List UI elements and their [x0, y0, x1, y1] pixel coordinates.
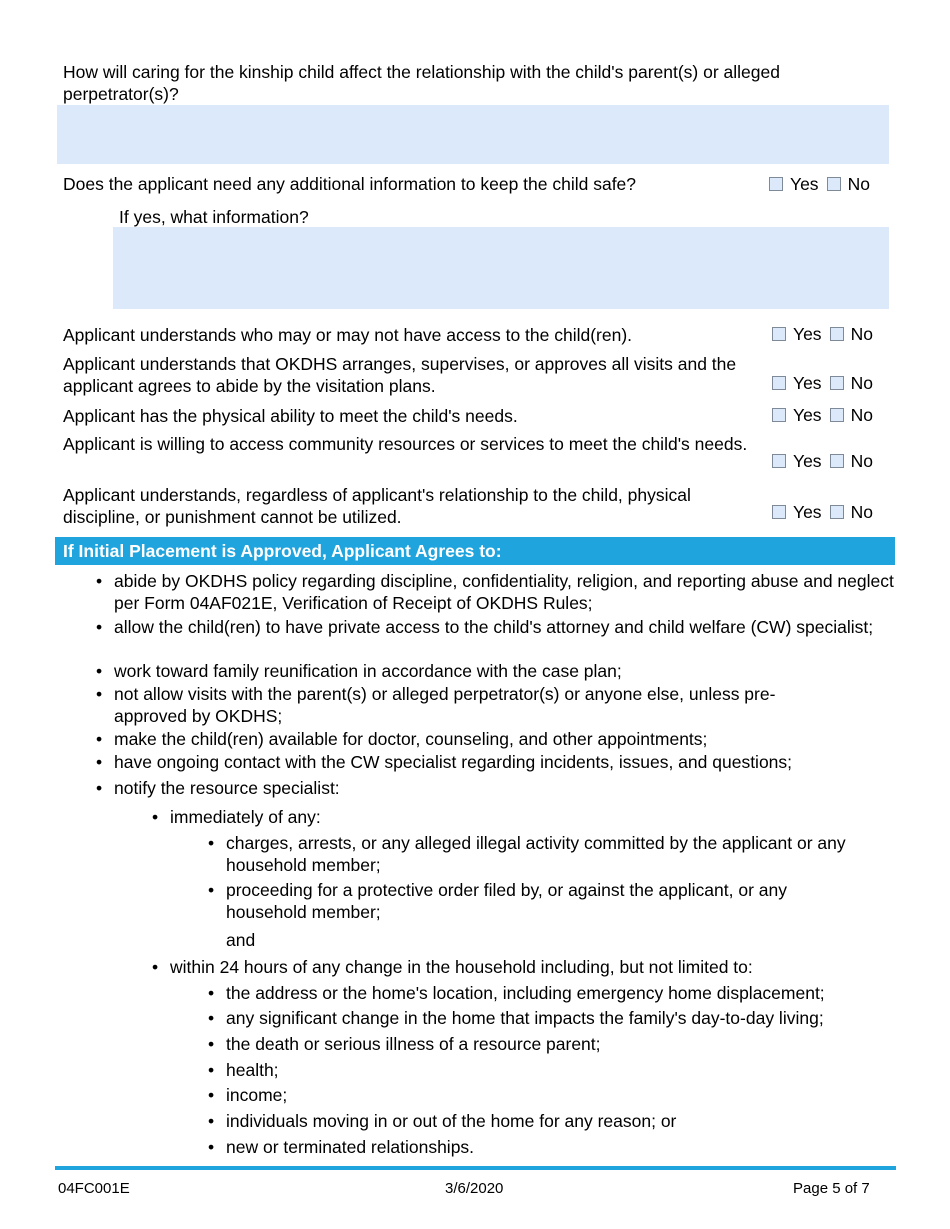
- agreement-item: • abide by OKDHS policy regarding discipline, confidentiality, religion, and reporting abuse and neglect per Form 04AF021E, Verification of Receipt of OKDHS Rules;: [96, 571, 894, 613]
- question-discipline: Applicant understands, regardless of applicant's relationship to the child, physical discipline, or punishment cannot be utilized.: [63, 485, 691, 527]
- section-header-bar: [55, 537, 895, 565]
- yes-label: Yes: [793, 405, 822, 425]
- physical-yes-checkbox[interactable]: [772, 408, 786, 422]
- discipline-yes-no: [772, 502, 873, 522]
- access-yes-checkbox[interactable]: [772, 327, 786, 341]
- visits-yes-checkbox[interactable]: [772, 376, 786, 390]
- relationship-answer-field[interactable]: [57, 105, 889, 164]
- within24-subitem: • income;: [208, 1085, 288, 1105]
- agreement-item: • work toward family reunification in accordance with the case plan;: [96, 661, 622, 681]
- notify-immediately-item: • immediately of any:: [152, 807, 321, 827]
- no-label: No: [850, 451, 873, 471]
- section-header-title: If Initial Placement is Approved, Applicant Agrees to:: [63, 541, 502, 561]
- within24-subitem: • the address or the home's location, including emergency home displacement;: [208, 983, 825, 1003]
- page-number: Page 5 of 7: [793, 1180, 870, 1197]
- access-no-checkbox[interactable]: [830, 327, 844, 341]
- within24-subitem: • new or terminated relationships.: [208, 1137, 475, 1157]
- additional-info-yes-checkbox[interactable]: [769, 177, 783, 191]
- yes-label: Yes: [793, 373, 822, 393]
- no-label: No: [850, 324, 873, 344]
- notify-within24-item: • within 24 hours of any change in the household including, but not limited to:: [152, 957, 753, 977]
- visits-no-checkbox[interactable]: [830, 376, 844, 390]
- within24-subitem: • any significant change in the home that impacts the family's day-to-day living;: [208, 1008, 824, 1028]
- additional-info-no-checkbox[interactable]: [827, 177, 841, 191]
- no-label: No: [850, 502, 873, 522]
- yes-label: Yes: [793, 502, 822, 522]
- community-yes-no: [772, 451, 873, 471]
- agreement-item: • allow the child(ren) to have private access to the child's attorney and child welfare (CW) specialist;: [96, 617, 874, 637]
- question-access: Applicant understands who may or may not have access to the child(ren).: [63, 325, 633, 345]
- if-yes-label: If yes, what information?: [119, 207, 309, 227]
- agreement-item: • notify the resource specialist:: [96, 778, 340, 798]
- within24-subitem: • the death or serious illness of a resource parent;: [208, 1034, 601, 1054]
- additional-info-yes-no: [769, 174, 870, 194]
- question-additional-info: Does the applicant need any additional information to keep the child safe?: [63, 174, 637, 194]
- form-date: 3/6/2020: [445, 1180, 504, 1197]
- agreement-item: • have ongoing contact with the CW specialist regarding incidents, issues, and questions;: [96, 752, 793, 772]
- community-yes-checkbox[interactable]: [772, 454, 786, 468]
- discipline-yes-checkbox[interactable]: [772, 505, 786, 519]
- additional-info-answer-field[interactable]: [113, 227, 889, 309]
- no-label: No: [847, 174, 870, 194]
- no-label: No: [850, 373, 873, 393]
- question-community: Applicant is willing to access community resources or services to meet the child's needs.: [63, 434, 748, 454]
- question-relationship: How will caring for the kinship child affect the relationship with the child's parent(s) or alleged perpetrator(s)?: [63, 62, 780, 104]
- yes-label: Yes: [793, 451, 822, 471]
- immediately-subitem: • proceeding for a protective order filed by, or against the applicant, or any household member;: [208, 880, 787, 922]
- within24-subitem: • health;: [208, 1060, 279, 1080]
- physical-no-checkbox[interactable]: [830, 408, 844, 422]
- question-visits: Applicant understands that OKDHS arranges, supervises, or approves all visits and the applicant agrees to abide by the visitation plans.: [63, 354, 737, 396]
- visits-yes-no: [772, 373, 873, 393]
- access-yes-no: [772, 324, 873, 344]
- yes-label: Yes: [793, 324, 822, 344]
- yes-label: Yes: [790, 174, 819, 194]
- community-no-checkbox[interactable]: [830, 454, 844, 468]
- form-number: 04FC001E: [58, 1180, 130, 1197]
- no-label: No: [850, 405, 873, 425]
- within24-subitem: • individuals moving in or out of the home for any reason; or: [208, 1111, 677, 1131]
- and-connector: and: [226, 930, 256, 950]
- footer-rule: [55, 1166, 896, 1170]
- agreement-item: • not allow visits with the parent(s) or alleged perpetrator(s) or anyone else, unless pre-approved by OKDHS;: [96, 684, 776, 726]
- immediately-subitem: • charges, arrests, or any alleged illegal activity committed by the applicant or any household member;: [208, 833, 846, 875]
- physical-yes-no: [772, 405, 873, 425]
- question-physical: Applicant has the physical ability to meet the child's needs.: [63, 406, 518, 426]
- agreement-item: • make the child(ren) available for doctor, counseling, and other appointments;: [96, 729, 708, 749]
- discipline-no-checkbox[interactable]: [830, 505, 844, 519]
